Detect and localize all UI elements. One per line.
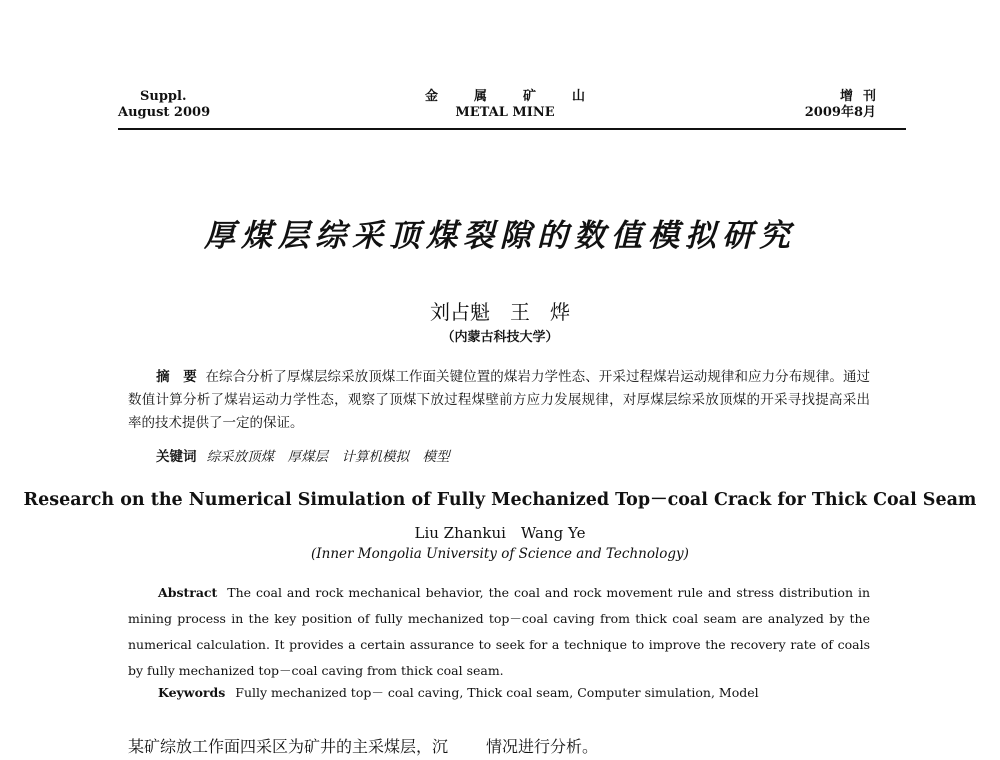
supplement-label: Suppl. [140, 89, 187, 104]
keywords-cn-label: 关键词 [156, 449, 197, 465]
journal-issue-info [118, 89, 210, 121]
authors-cn: 刘占魁 王 烨 [430, 300, 570, 324]
authors-en: Liu Zhankui Wang Ye [414, 524, 586, 542]
journal-issue-cn [780, 89, 886, 121]
paper-title-cn: 厚煤层综采顶煤裂隙的数值模拟研究 [204, 218, 796, 254]
supplement-label-cn: 增刊 [839, 89, 886, 104]
body-text-left: 某矿综放工作面四采区为矿井的主采煤层，沉 [128, 737, 449, 756]
journal-name [400, 89, 621, 121]
abstract-cn-text: 在综合分析了厚煤层综采放顶煤工作面关键位置的煤岩力学性态、开采过程煤岩运动规律和应力分布规律。通过数值计算分析了煤岩运动力学性态，观察了顶煤下放过程煤壁前方应力发展规律，对厚煤层综采放顶煤的开采寻找提高采出率的技术提供了一定的保证。 [128, 369, 871, 431]
keywords-cn-text: 综采放顶煤 厚煤层 计算机模拟 模型 [206, 449, 450, 465]
journal-name-cn: 金属矿山 [424, 89, 621, 104]
abstract-cn-label: 摘 要 [156, 369, 197, 385]
issue-date-en: August 2009 [118, 105, 211, 120]
paper-title-en: Research on the Numerical Simulation of Fully Mechanized Top－coal Crack for Thick Coal Seam [23, 490, 977, 510]
body-text-line [128, 734, 598, 757]
abstract-en [128, 580, 870, 684]
keywords-en-text: Fully mechanized top－ coal caving, Thick coal seam, Computer simulation, Model [235, 685, 759, 700]
affiliation-en: (Inner Mongolia University of Science and Technology) [311, 546, 689, 562]
keywords-cn [156, 445, 450, 465]
abstract-cn [128, 366, 870, 435]
header-rule [118, 128, 906, 130]
abstract-en-text: The coal and rock mechanical behavior, the coal and rock movement rule and stress distribution in mining process in the key position of fully mechanized top－coal caving from thick coal seam are analyzed by the numerical calculation. It provides a certain assurance to seek for a technique to improve the recovery rate of coals by fully mechanized top－coal caving from thick coal seam. [128, 585, 871, 678]
journal-name-en: METAL MINE [455, 105, 555, 120]
affiliation-cn: （内蒙古科技大学） [441, 330, 559, 345]
keywords-en-label: Keywords [158, 685, 226, 700]
keywords-en [158, 683, 759, 701]
body-text-right: 情况进行分析。 [486, 737, 599, 756]
abstract-en-label: Abstract [158, 585, 218, 600]
issue-date-cn: 2009年8月 [804, 105, 876, 120]
